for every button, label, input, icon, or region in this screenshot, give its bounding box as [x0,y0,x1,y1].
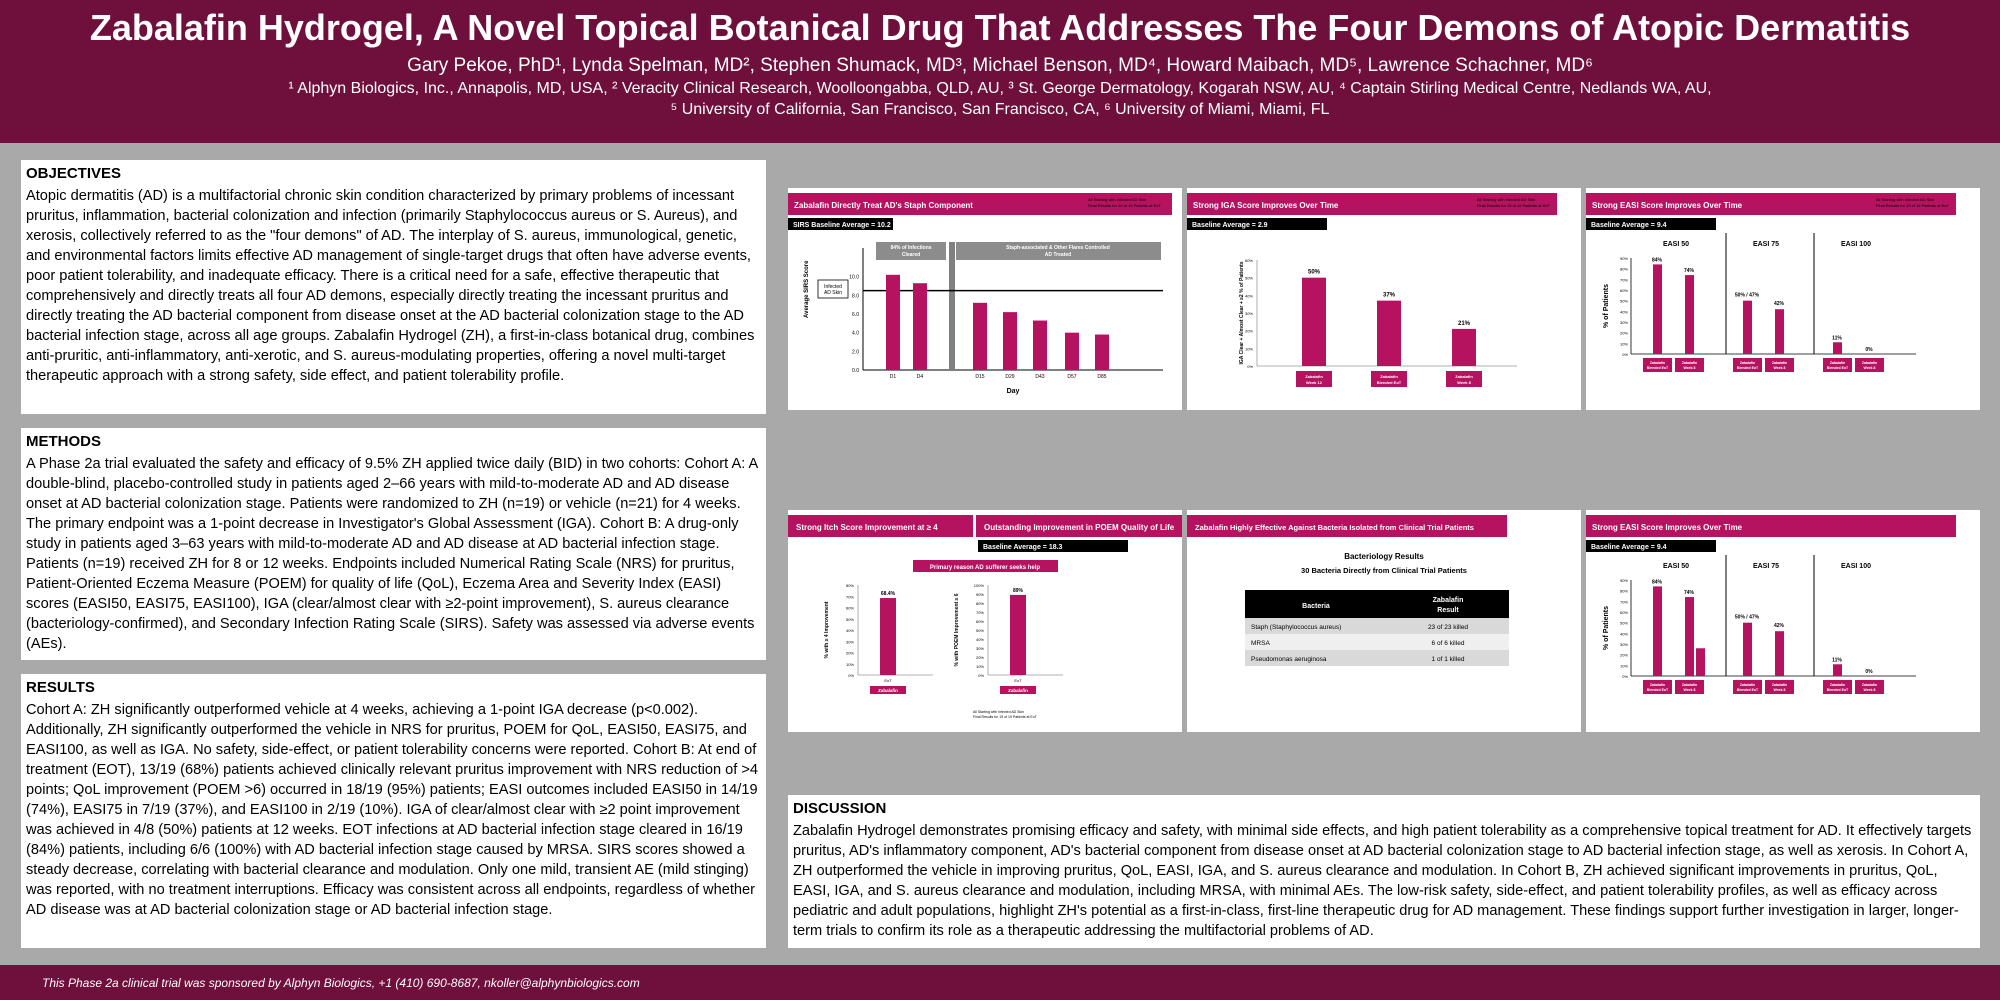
poem-title: Outstanding Improvement in POEM Quality of Life [984,523,1175,532]
sirs-bar [1003,312,1017,370]
iga-title: Strong IGA Score Improves Over Time [1193,201,1339,210]
easi2-bar [1833,664,1842,676]
bact-header-row [1245,590,1509,618]
easi-bar [1685,275,1694,354]
easi2-baseline: Baseline Average = 9.4 [1591,544,1667,551]
bact-cell-bacteria: MRSA [1251,640,1270,647]
itch-value-bar [880,598,896,675]
easi2-cat: Zabalafin [1739,683,1756,687]
easi2-cat2: Week 8 [1863,688,1876,692]
bacteria-table [1187,510,1581,732]
easi-cat2: Blended EoT [1646,366,1669,370]
easi-bar-label: 42% [1773,301,1785,308]
easi2-cat2: Blended EoT [1736,688,1759,692]
itch-ytick: 10% [845,661,854,667]
easi2-cat2: Blended EoT [1826,688,1849,692]
itch-ytick: 30% [845,639,854,645]
sirs-note1: All Starting with Infected AD Skin [1088,197,1147,202]
sirs-band2-text: Staph-associated & Other Flares Controlled [1006,245,1110,251]
easi2-cat: Zabalafin [1771,683,1788,687]
sirs-bar [1033,321,1047,370]
easi-cat: Zabalafin [1681,361,1698,365]
easi2-extra-bar [1696,648,1705,676]
easi2-ytick: 50% [1619,620,1628,626]
itch-ytick: 60% [845,605,854,611]
sirs-baseline: SIRS Baseline Average = 10.2 [793,222,891,229]
iga-cat2: Blended EoT [1376,380,1402,385]
chart-slide-bacteria [1187,510,1581,732]
easi2-bar-label: 0% [1865,669,1873,675]
poem-bar-label: 89% [1012,587,1024,594]
easi2-ytick: 10% [1619,663,1628,669]
itch-note1: All Starting with Infected AD Skin [973,710,1024,714]
easi2-bar-label: 84% [1651,579,1663,586]
sirs-ytick: 0.0 [852,368,859,374]
easi2-bar-label: 11% [1832,657,1842,664]
poem-xtick: EoT [1014,678,1022,683]
easi2-group-label: EASI 50 [1662,563,1690,570]
iga-cat2: Week 8 [1457,380,1471,385]
sirs-xlabel: Day [1006,388,1020,395]
poem-ylabel: % with POEM Improvement ≥ 6 [954,593,960,667]
itch-ytick: 40% [845,628,854,633]
easi2-cat: Zabalafin [1861,683,1878,687]
iga-cat2: Week 12 [1306,380,1322,385]
sirs-band1-text2: Cleared [901,252,921,258]
easi2-cat: Zabalafin [1681,683,1698,687]
sirs-ytick: 2.0 [852,349,859,356]
easi-ytick: 30% [1619,320,1628,325]
easi-bar [1653,264,1662,354]
easi2-bar-label: 42% [1773,623,1785,630]
itch-poem-chart [788,510,1182,732]
poem-ytick: 10% [975,664,984,669]
itch-ytick: 80% [845,583,854,588]
bact-cell-bacteria: Pseudomonas aeruginosa [1251,656,1327,663]
itch-xtick: EoT [884,678,892,683]
easi-note2: Final Results for 19 of 19 Patients at EoT [1876,203,1949,208]
easi-bar-label: 84% [1651,257,1663,264]
poem-ytick: 80% [975,601,984,606]
bact-cell-bacteria: Staph (Staphylococcus aureus) [1251,624,1342,631]
easi2-group-label: EASI 100 [1841,563,1871,570]
easi-cat2: Blended EoT [1736,366,1759,370]
easi-chart [1586,188,1980,410]
iga-ytick: 30% [1244,311,1253,316]
iga-bar [1452,329,1476,366]
easi-ytick: 50% [1619,298,1628,304]
iga-bar [1377,301,1401,366]
objectives-text: Atopic dermatitis (AD) is a multifactorial chronic skin condition characterized by primary problems of incessant pruritus, inflammation, bacterial colonization and infection (primarily Staphylococcus aureus or S. Aureus), and xerosis, collectively referred to as the "four demons" of AD. The interplay of S. aureus, immunological, genetic, and environmental factors limits effective AD management of single-target drugs that often have adverse events, poor patient tolerability, and inadequate efficacy. There is a critical need for a safe, effective therapeutic that comprehensively and directly treats all four AD demons, especially directly treating the incessant pruritus and directly treating the AD bacterial component from disease onset at the AD bacterial colonization stage to the AD bacterial infection stage, across all age groups. Zabalafin Hydrogel (ZH), a first-in-class botanical drug, combines anti-pruritic, anti-inflammatory, anti-xerotic, and S. aureus-modulating properties, offering a novel multi-target therapeutic approach with a strong safety, side effect, and patient tolerability profile. [26,188,755,384]
poem-baseline: Baseline Average = 18.3 [983,544,1063,551]
sirs-bar [1065,333,1079,370]
sirs-xtick: D43 [1035,374,1045,380]
easi-cat: Zabalafin [1649,361,1666,365]
discussion-heading: DISCUSSION [793,800,887,817]
iga-ylabel: IGA Clear + Almost Clear + ≥2 % of Patients [1239,261,1245,365]
sirs-bar [1095,335,1109,370]
itch-ytick: 0% [848,673,854,678]
easi2-bar [1653,586,1662,676]
chart-slide-easi [1586,188,1980,410]
easi-ytick: 80% [1619,266,1628,272]
poster-header [0,0,2000,143]
bact-row [1245,634,1509,650]
iga-ytick: 60% [1244,258,1253,263]
easi-group-label: EASI 50 [1662,241,1690,248]
easi2-cat2: Blended EoT [1646,688,1669,692]
chart-slide-iga [1187,188,1581,410]
easi2-bar-label: 74% [1683,590,1695,597]
easi-group-label: EASI 100 [1841,241,1871,248]
poem-ytick: 20% [975,655,984,660]
sirs-ytick: 4.0 [852,330,859,337]
chart-slide-sirs [788,188,1182,410]
sirs-band1-text: 84% of Infections [890,245,932,251]
easi-bar-label: 11% [1832,335,1842,342]
bact-subtitle1: Bacteriology Results [1344,552,1424,561]
sirs-band2-text2: AD Treated [1044,252,1072,258]
poem-value-bar [1010,595,1026,675]
bact-cell-result: 1 of 1 killed [1431,656,1465,663]
iga-ytick: 0% [1247,364,1253,369]
easi-cat2: Week 8 [1773,366,1786,370]
itch-legend: Zabalafin [878,688,898,693]
easi2-ytick: 90% [1619,578,1628,583]
easi-baseline: Baseline Average = 9.4 [1591,222,1667,229]
bact-col-header2b: Result [1437,607,1459,614]
footer-text: This Phase 2a clinical trial was sponsored by Alphyn Biologics, +1 (410) 690-8687, nkoller@alphynbiologics.com [42,976,640,990]
itch-ylabel: % with ≥ 4 Improvement [824,601,830,659]
easi2-cat: Zabalafin [1649,683,1666,687]
easi-cat2: Week 8 [1863,366,1876,370]
easi-group-label: EASI 75 [1752,241,1780,248]
sirs-title: Zabalafin Directly Treat AD's Staph Component [794,201,973,210]
easi-bar [1775,309,1784,354]
poem-ytick: 100% [973,583,984,588]
discussion-text: Zabalafin Hydrogel demonstrates promising efficacy and safety, with minimal side effects, and high patient tolerability as a comprehensive topical treatment for AD. It effectively targets pruritus, AD's inflammatory component, AD's bacterial component from disease onset at AD bacterial colonization stage to AD bacterial infection stage, as well as xerosis. In Cohort A, ZH outperformed the vehicle in improving pruritus, QoL, EASI, IGA, and S. aureus clearance and modulation. In Cohort B, ZH achieved significant improvements in pruritus, QoL, EASI, IGA, and S. aureus clearance and modulation, including MRSA, with minimal AEs. The low-risk safety, side-effect, and patient tolerability profiles, as well as efficacy across pediatric and adult populations, highlight ZH's potential as a first-in-class, first-line therapeutic drug for AD management. These findings support further investigation in larger, longer-term trials to confirm its role as a therapeutic addressing the multifactorial problems of AD. [793,823,1972,939]
easi2-ytick: 0% [1622,674,1628,679]
easi-ytick: 40% [1619,309,1628,315]
easi2-title: Strong EASI Score Improves Over Time [1592,523,1743,532]
iga-chart [1187,188,1581,410]
easi-cat: Zabalafin [1771,361,1788,365]
itch-title: Strong Itch Score Improvement at ≥ 4 [796,523,938,532]
sirs-xtick: D29 [1005,374,1015,380]
easi-ytick: 0% [1622,352,1628,357]
easi2-bar-label: 50% / 47% [1734,614,1760,621]
bact-col-header: Bacteria [1302,603,1330,610]
itch-banner: Primary reason AD sufferer seeks help [929,565,1041,571]
easi-cat: Zabalafin [1739,361,1756,365]
iga-ytick: 40% [1244,293,1253,299]
poem-ytick: 70% [975,610,984,615]
easi2-cat: Zabalafin [1829,683,1846,687]
sirs-threshold-label: Infected [824,284,842,290]
bact-col-header2: Zabalafin [1432,597,1464,604]
iga-bar-label: 37% [1382,292,1396,299]
sirs-ytick: 8.0 [852,293,859,300]
easi-ylabel: % of Patients [1603,284,1610,328]
iga-ytick: 50% [1244,275,1253,281]
iga-cat: Zabalafin [1305,374,1323,379]
bact-subtitle2: 30 Bacteria Directly from Clinical Trial Patients [1301,566,1467,575]
sirs-chart [788,188,1182,410]
sirs-bar [973,303,987,370]
easi-bar-label: 74% [1683,268,1695,275]
iga-ytick: 10% [1244,346,1253,352]
chart-slide-itch-poem [788,510,1182,732]
sirs-xtick: D57 [1067,374,1077,380]
results-panel [21,674,766,948]
poster-affiliations-1: ¹ Alphyn Biologics, Inc., Annapolis, MD, USA, ² Veracity Clinical Research, Woolloongabba, QLD, AU, ³ St. George Dermatology, Kogarah NSW, AU, ⁴ Captain Stirling Medical Centre, Nedlands WA, AU, [288,80,1712,97]
discussion-panel [788,795,1980,948]
easi-bar [1743,301,1752,354]
bact-title: Zabalafin Highly Effective Against Bacteria Isolated from Clinical Trial Patients [1195,523,1474,532]
easi2-group-label: EASI 75 [1752,563,1780,570]
poem-ytick: 40% [975,637,984,642]
easi-ytick: 60% [1619,288,1628,293]
poem-ytick: 60% [975,619,984,624]
poster-affiliations-2: ⁵ University of California, San Francisco, San Francisco, CA, ⁶ University of Miami, Miami, FL [670,101,1330,118]
sirs-bar [886,275,900,370]
objectives-heading: OBJECTIVES [26,165,122,182]
easi-ytick: 10% [1619,341,1628,347]
iga-cat: Zabalafin [1455,374,1473,379]
poem-ytick: 90% [975,592,984,597]
objectives-panel [21,160,766,414]
easi-bar-label: 0% [1865,347,1873,353]
easi-title: Strong EASI Score Improves Over Time [1592,201,1743,210]
iga-ytick: 20% [1244,328,1253,334]
poem-ytick: 0% [978,673,984,678]
easi-ytick: 90% [1619,256,1628,261]
sirs-xtick: D4 [916,374,924,380]
poem-legend: Zabalafin [1008,688,1028,693]
poem-ytick: 50% [975,628,984,633]
sirs-xtick: D1 [889,374,897,380]
easi-ytick: 20% [1619,330,1628,336]
sirs-xtick: D85 [1097,374,1107,380]
easi2-ytick: 40% [1619,631,1628,637]
iga-note1: All Starting with Infected AD Skin [1477,197,1536,202]
results-heading: RESULTS [26,679,95,696]
methods-heading: METHODS [26,433,101,450]
poem-ytick: 30% [975,646,984,651]
sirs-divider [949,242,955,370]
easi-note1: All Starting with Infected AD Skin [1876,197,1935,202]
easi-cat2: Blended EoT [1826,366,1849,370]
sirs-xtick: D15 [975,374,985,380]
itch-note2: Final Results for 19 of 19 Patients at EoT [973,715,1037,719]
sirs-ylabel: Average SIRS Score [804,260,810,318]
easi2-ylabel: % of Patients [1603,606,1610,650]
easi2-ytick: 30% [1619,642,1628,647]
sirs-bar [913,283,927,370]
easi2-cat2: Week 8 [1683,688,1696,692]
easi2-bar [1775,631,1784,676]
bact-cell-result: 6 of 6 killed [1431,640,1465,647]
easi-bar [1833,342,1842,354]
sirs-ytick: 6.0 [852,312,859,318]
easi-chart-2 [1586,510,1980,732]
easi2-ytick: 60% [1619,610,1628,615]
sirs-threshold-label2: AD Skin [823,290,843,296]
itch-ytick: 70% [845,594,854,600]
easi2-cat2: Week 8 [1773,688,1786,692]
iga-bar-label: 50% [1307,269,1321,276]
easi2-ytick: 80% [1619,588,1628,594]
easi-ytick: 70% [1619,277,1628,283]
itch-ytick: 20% [845,650,854,656]
easi-cat: Zabalafin [1861,361,1878,365]
easi2-ytick: 70% [1619,599,1628,605]
iga-baseline: Baseline Average = 2.9 [1192,222,1268,229]
easi2-bar [1685,597,1694,676]
methods-text: A Phase 2a trial evaluated the safety and efficacy of 9.5% ZH applied twice daily (BID) in two cohorts: Cohort A: A double-blind, placebo-controlled study in patients aged 2–66 years with mild-to-moderate AD and AD disease onset at AD bacterial colonization stage. Patients were randomized to ZH (n=19) or vehicle (n=21) for 4 weeks. The primary endpoint was a 1-point decrease in Investigator's Global Assessment (IGA). Cohort B: A drug-only study in patients aged 3–63 years with mild-to-moderate AD and AD disease at AD bacterial infection stage. Patients (n=19) received ZH for 8 or 12 weeks. Endpoints included Numerical Rating Scale (NRS) for pruritus, Patient-Oriented Eczema Measure (POEM) for quality of life (QoL), Eczema Area and Severity Index (EASI) scores (EASI50, EASI75, EASI100), IGA (clear/almost clear with ≥2-point improvement), S. aureus clearance (bacteriology-confirmed), and Secondary Infection Rating Scale (SIRS). Safety was assessed via adverse events (AEs). [26,456,758,652]
iga-note2: Final Results for 19 of 19 Patients at EoT [1477,203,1550,208]
sirs-note2: Final Results for 19 of 19 Patients at EoT [1088,203,1161,208]
easi-bar-label: 50% / 47% [1734,292,1760,299]
methods-panel [21,428,766,660]
poster-title: Zabalafin Hydrogel, A Novel Topical Botanical Drug That Addresses The Four Demons of Atopic Dermatitis [89,7,1911,48]
itch-ytick: 50% [845,616,854,622]
results-text: Cohort A: ZH significantly outperformed vehicle at 4 weeks, achieving a 1-point IGA decrease (p<0.002). Additionally, ZH significantly outperformed the vehicle in NRS for pruritus, POEM for QoL, EASI50, EASI75, and EASI100, as well as IGA. No safety, side-effect, or patient tolerability concerns were reported. Cohort B: At end of treatment (EOT), 13/19 (68%) patients achieved clinically relevant pruritus improvement with NRS reduction of >4 points; QoL improvement (POEM >6) occurred in 18/19 (95%) patients; EASI outcomes included EASI50 in 14/19 (74%), EASI75 in 7/19 (37%), and EASI100 in 2/19 (10%). IGA of clear/almost clear with ≥2 point improvement was achieved in 4/8 (50%) patients at 12 weeks. EOT infections at AD bacterial infection stage cleared in 16/19 (84%) patients, including 6/6 (100%) with AD bacterial infection stage caused by MRSA. SIRS scores showed a steady decrease, correlating with bacterial clearance and modulation. Only one mild, transient AE (mild stinging) was reported, with no treatment interruptions. Efficacy was consistent across all endpoints, regardless of whether AD disease was at AD bacterial colonization stage or AD bacterial infection stage. [26,702,759,918]
easi-cat: Zabalafin [1829,361,1846,365]
chart-slide-easi-2 [1586,510,1980,732]
iga-bar-label: 21% [1457,320,1471,327]
poster-authors: Gary Pekoe, PhD¹, Lynda Spelman, MD², Stephen Shumack, MD³, Michael Benson, MD⁴, Howard Maibach, MD⁵, Lawrence Schachner, MD⁶ [407,55,1593,76]
iga-bar [1302,278,1326,366]
easi2-bar [1743,623,1752,676]
easi-cat2: Week 8 [1683,366,1696,370]
bact-cell-result: 23 of 23 killed [1427,624,1469,631]
easi2-ytick: 20% [1619,652,1628,658]
iga-cat: Zabalafin [1380,374,1398,379]
itch-bar-label: 68.4% [880,591,896,598]
sirs-ytick: 10.0 [849,274,859,281]
poster-footer [0,965,2000,1000]
